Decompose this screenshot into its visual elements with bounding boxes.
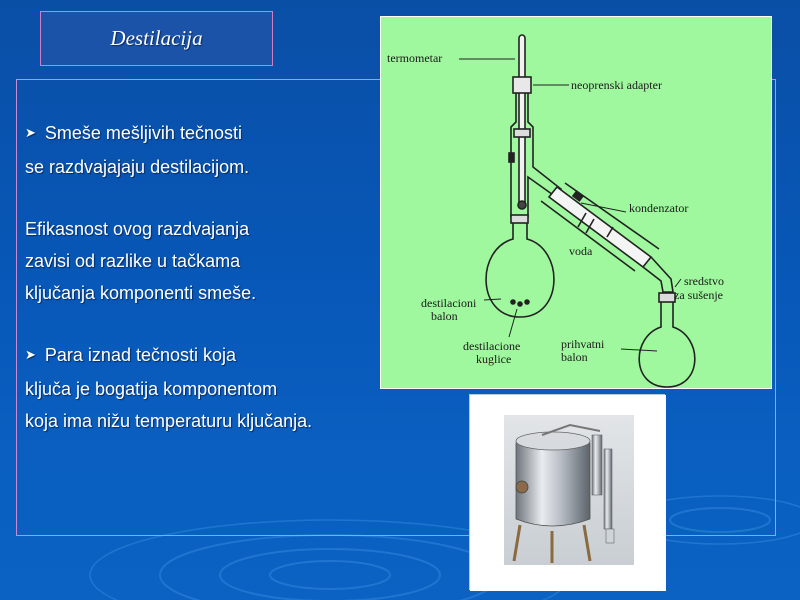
bullet-1-line-1: ➤ Smeše mešljivih tečnosti (25, 123, 242, 143)
distillation-apparatus-drawing (381, 17, 773, 390)
label-balon: balon (431, 309, 458, 323)
label-kuglice: kuglice (476, 352, 512, 366)
label-voda: voda (569, 244, 593, 258)
still-photo-frame (469, 394, 665, 590)
label-prihvatni-balon: balon (561, 350, 588, 364)
slide-title: Destilacija (110, 26, 203, 50)
bullet-1-line-2: se razdvajajaju destilacijom. (25, 157, 250, 177)
label-adapter: neoprenski adapter (571, 78, 662, 92)
paragraph-2-line-1: Efikasnost ovog razdvajanja (25, 219, 250, 239)
bullet-3-line-3: koja ima nižu temperaturu ključanja. (25, 411, 313, 431)
arrow-bullet-icon: ➤ (25, 125, 36, 140)
label-destilacione: destilacione (463, 339, 521, 353)
label-prihvatni: prihvatni (561, 337, 605, 351)
label-za-susenje: za sušenje (674, 288, 723, 302)
slide-title-box (40, 11, 273, 66)
label-termometar: termometar (387, 51, 443, 65)
distillation-diagram (380, 16, 772, 389)
label-kondenzator: kondenzator (629, 201, 689, 215)
industrial-still-photo (470, 395, 666, 591)
paragraph-2-line-3: ključanja komponenti smeše. (25, 283, 257, 303)
label-destilacioni: destilacioni (421, 296, 477, 310)
text-content (25, 117, 415, 437)
bullet-3-line-2: ključa je bogatija komponentom (25, 379, 278, 399)
label-sredstvo: sredstvo (684, 274, 724, 288)
paragraph-2-line-2: zavisi od razlike u tačkama (25, 251, 241, 271)
bullet-3-line-1: ➤ Para iznad tečnosti koja (25, 345, 237, 365)
arrow-bullet-icon: ➤ (25, 347, 36, 362)
